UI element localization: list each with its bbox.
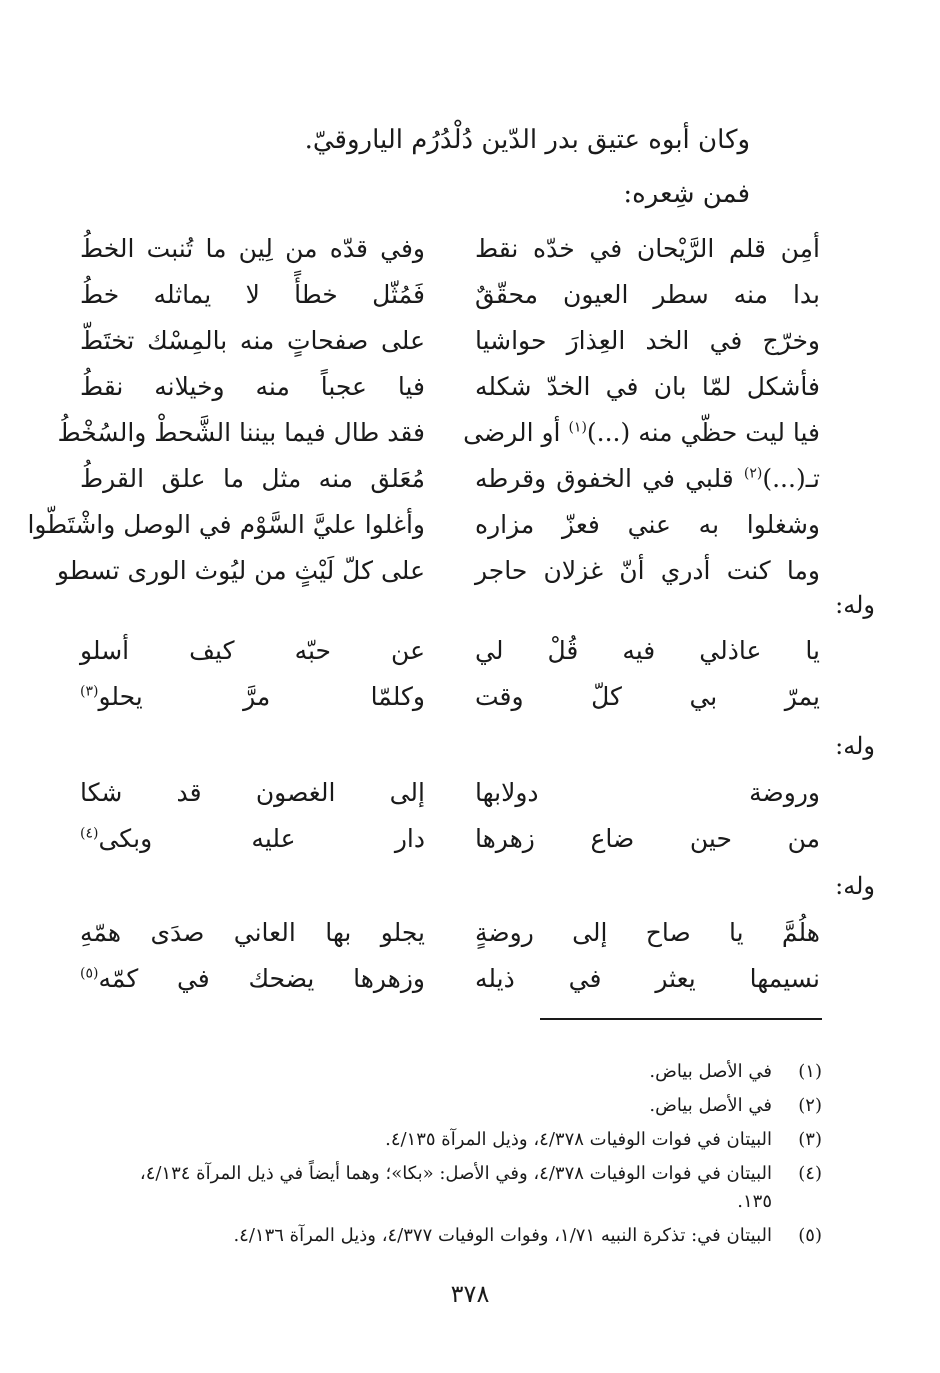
second-hemistich: وفي قدّه من لِين ما تُنبت الخطُ (80, 234, 425, 263)
footnote-ref: (٣) (80, 683, 99, 700)
first-hemistich: هلُمَّ يا صاح إلى روضةٍ (475, 918, 820, 947)
second-hemistich: على كلّ لَيْثٍ من ليُوث الورى تسطو (56, 556, 425, 585)
first-hemistich: فأشكل لمّا بان في الخدّ شكله (475, 372, 820, 401)
first-hemistich: بدا منه سطر العيون محقّقٌ (475, 280, 820, 309)
hemistich-tail: أو الرضى (463, 418, 569, 447)
footnote-ref: (٢) (743, 465, 763, 482)
first-hemistich (463, 410, 820, 456)
footnote-text: في الأصل بياض. (649, 1095, 772, 1116)
second-hemistich (80, 956, 425, 1002)
footnote-divider (540, 1018, 822, 1020)
second-hemistich: فيا عجباً منه وخيلانه نقطُ (80, 372, 425, 401)
footnote (122, 1092, 822, 1120)
second-hemistich: يجلو بها العاني صدَى همّهِ (80, 918, 425, 947)
poem-lead: وله: (835, 591, 875, 619)
footnote-number: (٥) (798, 1225, 822, 1246)
poem (80, 628, 820, 720)
first-hemistich: من حين ضاع زهرها (475, 824, 820, 853)
hemistich-text: دار عليه وبكى (98, 824, 425, 853)
footnote-number: (٤) (798, 1163, 822, 1184)
poem-line (80, 364, 820, 410)
second-hemistich (80, 816, 425, 862)
poem-line (80, 956, 820, 1002)
poem-line (80, 770, 820, 816)
footnote-number: (٣) (798, 1129, 822, 1150)
footnote-number: (٢) (798, 1095, 822, 1116)
footnote-ref: (١) (568, 419, 587, 436)
first-hemistich: نسيمها يعثر في ذيله (475, 964, 820, 993)
footnote-text: البيتان في فوات الوفيات ٤/٣٧٨، وفي الأصل: «بكا»؛ وهما أيضاً في ذيل المرآة ٤/١٣٤، ١٣٥. (139, 1163, 772, 1212)
footnote (122, 1222, 822, 1250)
poem-line (80, 272, 820, 318)
poem-line (80, 674, 820, 720)
poem-lead: فمن شِعره: (623, 179, 750, 209)
first-hemistich: وروضة دولابها (475, 778, 820, 807)
poem-line (57, 410, 820, 456)
poem-line (80, 318, 820, 364)
poem-line (80, 816, 820, 862)
intro-line: وكان أبوه عتيق بدر الدّين دُلْدُرُم الياروقيّ. (304, 125, 750, 155)
poem (80, 910, 820, 1002)
poem-line (80, 226, 820, 272)
first-hemistich (475, 456, 820, 502)
second-hemistich: إلى الغصون قد شكا (80, 778, 425, 807)
second-hemistich: فقد طال فيما بيننا الشَّحطْ والسُخْطُ (57, 418, 425, 447)
first-hemistich: يا عاذلي فيه قُلْ لي (475, 636, 820, 665)
first-hemistich: يمرّ بي كلّ وقت (475, 682, 820, 711)
footnote-ref: (٥) (80, 965, 99, 982)
first-hemistich: أمِن قلم الرَّيْحان في خدّه نقط (475, 234, 820, 263)
second-hemistich: عن حبّه كيف أسلو (80, 636, 425, 665)
poem-line (80, 456, 820, 502)
poem-lead: وله: (835, 732, 875, 760)
footnote-ref: (٤) (80, 825, 99, 842)
footnote-text: البيتان في: تذكرة النبيه ١/٧١، وفوات الوفيات ٤/٣٧٧، وذيل المرآة ٤/١٣٦. (233, 1225, 772, 1246)
first-hemistich: وخرّج في الخد العِذارَ حواشيا (475, 326, 820, 355)
poem-line (80, 910, 820, 956)
second-hemistich: مُعَلق منه مثل ما علق القرطُ (80, 464, 425, 493)
second-hemistich: وأغلوا عليَّ السَّوْم في الوصل واشْتَطّوا (27, 510, 425, 539)
poem-line (56, 548, 820, 594)
page-number: ٣٧٨ (450, 1280, 490, 1308)
poem-line (27, 502, 820, 548)
second-hemistich (80, 674, 425, 720)
first-hemistich: وشغلوا به عني فعزّ مزاره (475, 510, 820, 539)
hemistich-text: وزهرها يضحك في كمّه (98, 964, 425, 993)
second-hemistich: فَمُثّل خطأً لا يماثله خطُ (80, 280, 425, 309)
footnote (122, 1126, 822, 1154)
footnote-number: (١) (798, 1061, 822, 1082)
hemistich-text: وكلمّا مرَّ يحلو (98, 682, 425, 711)
footnote (122, 1058, 822, 1086)
second-hemistich: على صفحاتٍ منه بالمِسْك تختَطّ (80, 326, 425, 355)
footnote-text: في الأصل بياض. (649, 1061, 772, 1082)
first-hemistich: وما كنت أدري أنّ غزلان حاجر (475, 556, 820, 585)
poem-line (80, 628, 820, 674)
footnotes (122, 1058, 822, 1256)
hemistich-text: تـ(...) (762, 464, 820, 493)
footnote (122, 1160, 822, 1216)
poem-lead: وله: (835, 872, 875, 900)
hemistich-text: فيا ليت حظّي منه (...) (586, 418, 820, 447)
poem (27, 226, 820, 594)
poem (80, 770, 820, 862)
hemistich-tail: قلبي في الخفوق وقرطه (475, 464, 744, 493)
footnote-text: البيتان في فوات الوفيات ٤/٣٧٨، وذيل المرآة ٤/١٣٥. (385, 1129, 772, 1150)
